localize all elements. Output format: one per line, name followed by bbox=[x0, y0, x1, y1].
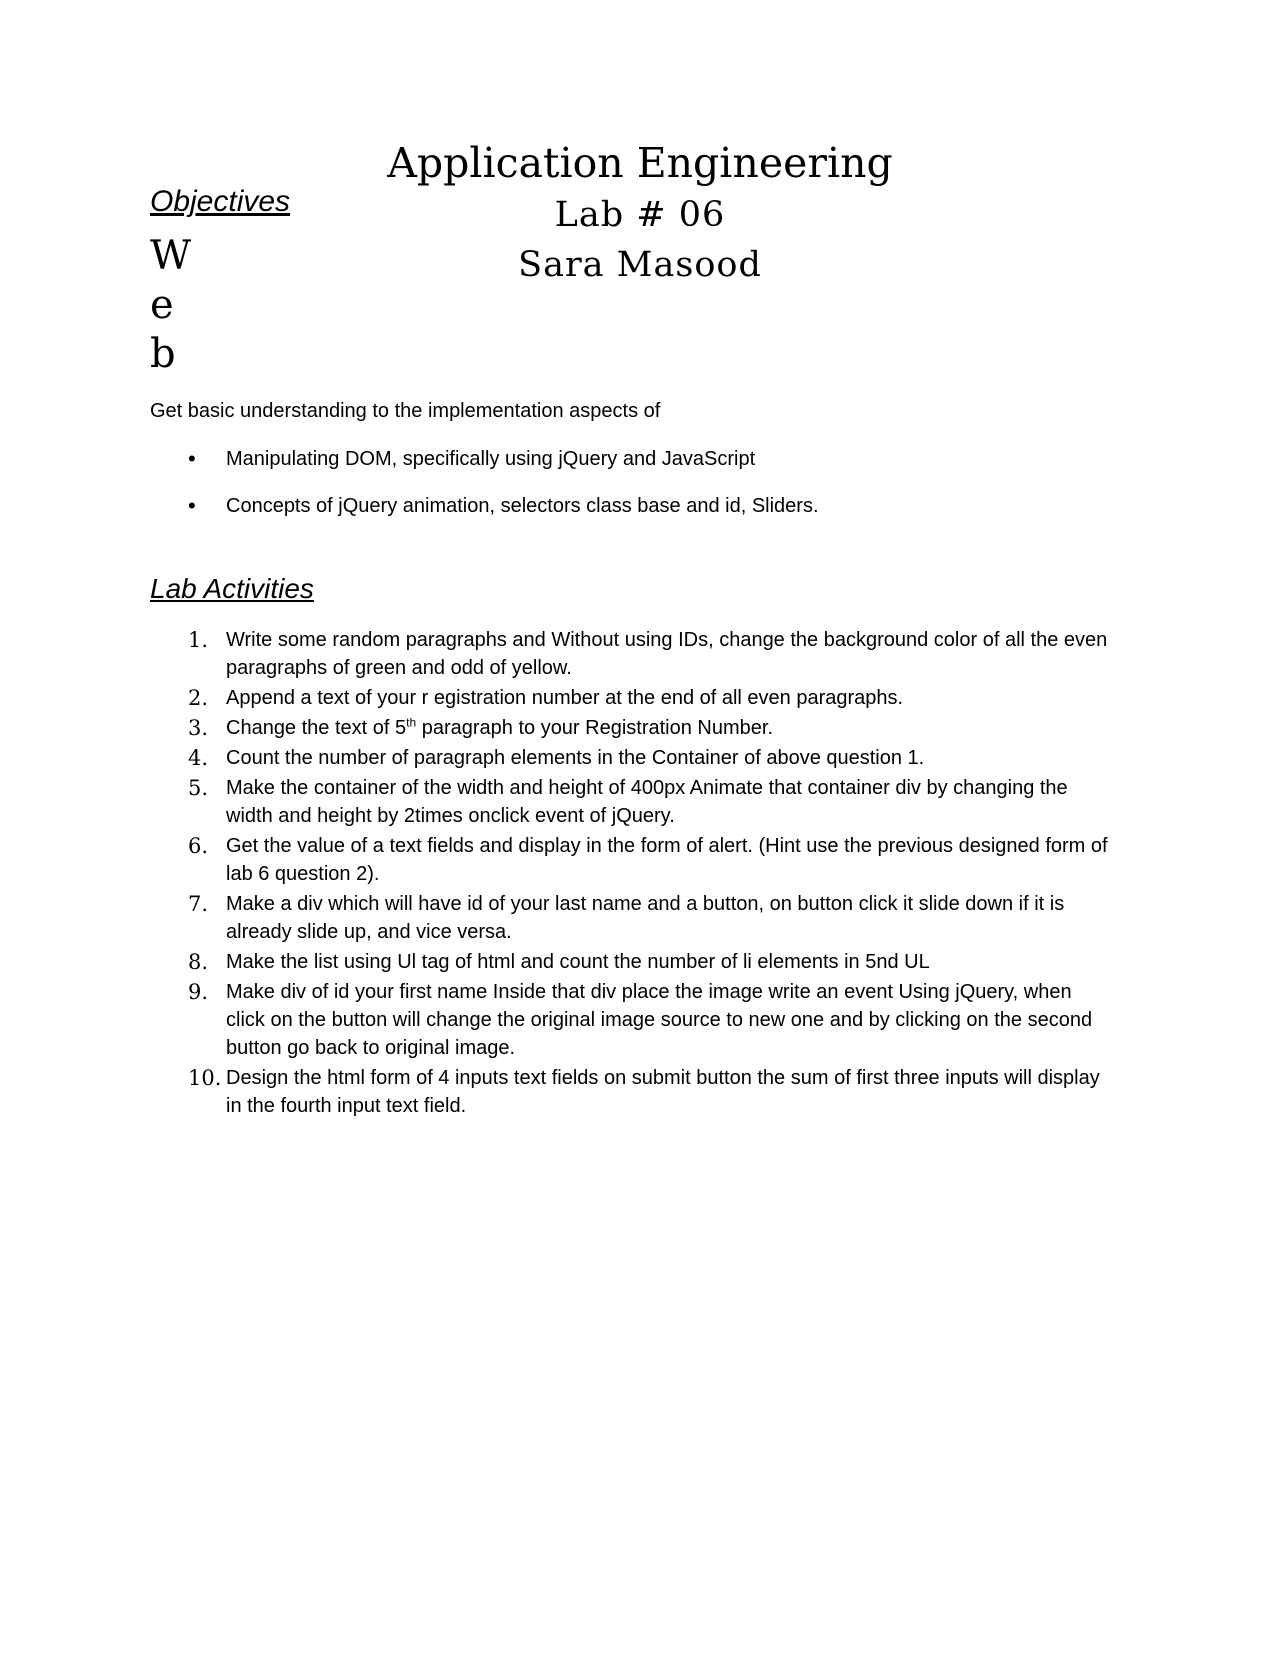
activity-item bbox=[150, 1064, 1110, 1120]
activity-text: Write some random paragraphs and Without using IDs, change the background color of all the even paragraphs of green and odd of yellow. bbox=[226, 629, 1108, 679]
activity-text: Get the value of a text fields and display in the form of alert. (Hint use the previous designed form of lab 6 question 2). bbox=[226, 835, 1108, 885]
ordinal-suffix: th bbox=[406, 715, 417, 730]
activity-item bbox=[150, 832, 1110, 888]
activity-number: 2. bbox=[188, 686, 209, 710]
activity-item bbox=[150, 626, 1110, 682]
vertical-letter: W bbox=[150, 233, 192, 279]
activity-number: 7. bbox=[188, 892, 209, 916]
activity-item bbox=[150, 744, 1110, 772]
objectives-intro: Get basic understanding to the implementation aspects of bbox=[150, 400, 661, 422]
activity-number: 4. bbox=[188, 746, 209, 770]
lab-activities-list bbox=[150, 626, 1110, 1122]
objective-item bbox=[150, 446, 819, 472]
lab-number: Lab # 06 bbox=[554, 195, 726, 235]
activity-number: 6. bbox=[188, 834, 209, 858]
objective-text: Manipulating DOM, specifically using jQuery and JavaScript bbox=[226, 448, 756, 470]
vertical-letter: e bbox=[150, 282, 174, 328]
activity-number: 1. bbox=[188, 628, 209, 652]
activity-text: Make the list using Ul tag of html and count the number of li elements in 5nd UL bbox=[226, 951, 930, 973]
vertical-web-text bbox=[150, 232, 191, 379]
activity-text bbox=[226, 717, 773, 739]
objectives-heading: Objectives bbox=[150, 185, 291, 218]
activity-text-before: Change the text of 5 bbox=[226, 717, 407, 739]
activity-text: Make a div which will have id of your last name and a button, on button click it slide down if it is already slide up, and vice versa. bbox=[226, 893, 1065, 943]
title-block bbox=[380, 136, 900, 290]
activity-item bbox=[150, 774, 1110, 830]
author-name: Sara Masood bbox=[518, 245, 762, 285]
activity-item bbox=[150, 978, 1110, 1062]
objective-item bbox=[150, 493, 819, 519]
activity-text: Design the html form of 4 inputs text fields on submit button the sum of first three inputs will display in the fourth input text field. bbox=[226, 1067, 1100, 1117]
activity-text: Make div of id your first name Inside that div place the image write an event Using jQuery, when click on the button will change the original image source to new one and by clicking on the second button go back to original image. bbox=[226, 981, 1093, 1059]
activity-item bbox=[150, 890, 1110, 946]
bullet-icon: • bbox=[188, 446, 196, 471]
activity-text: Count the number of paragraph elements in the Container of above question 1. bbox=[226, 747, 925, 769]
activity-number: 3. bbox=[188, 716, 209, 740]
objectives-list bbox=[150, 446, 819, 540]
lab-activities-heading: Lab Activities bbox=[150, 573, 314, 604]
activity-number: 10. bbox=[188, 1066, 222, 1090]
activity-number: 5. bbox=[188, 776, 209, 800]
activity-item bbox=[150, 684, 1110, 712]
activity-number: 8. bbox=[188, 950, 209, 974]
objective-text: Concepts of jQuery animation, selectors class base and id, Sliders. bbox=[226, 495, 819, 517]
activity-number: 9. bbox=[188, 980, 209, 1004]
activity-text-after: paragraph to your Registration Number. bbox=[416, 717, 774, 739]
vertical-letter: b bbox=[150, 331, 176, 377]
bullet-icon: • bbox=[188, 493, 196, 518]
activity-text: Append a text of your r egistration number at the end of all even paragraphs. bbox=[226, 687, 904, 709]
activity-item bbox=[150, 714, 1110, 742]
activity-text: Make the container of the width and height of 400px Animate that container div by changing the width and height by 2times onclick event of jQuery. bbox=[226, 777, 1068, 827]
document-title: Application Engineering bbox=[387, 139, 893, 187]
activity-item bbox=[150, 948, 1110, 976]
